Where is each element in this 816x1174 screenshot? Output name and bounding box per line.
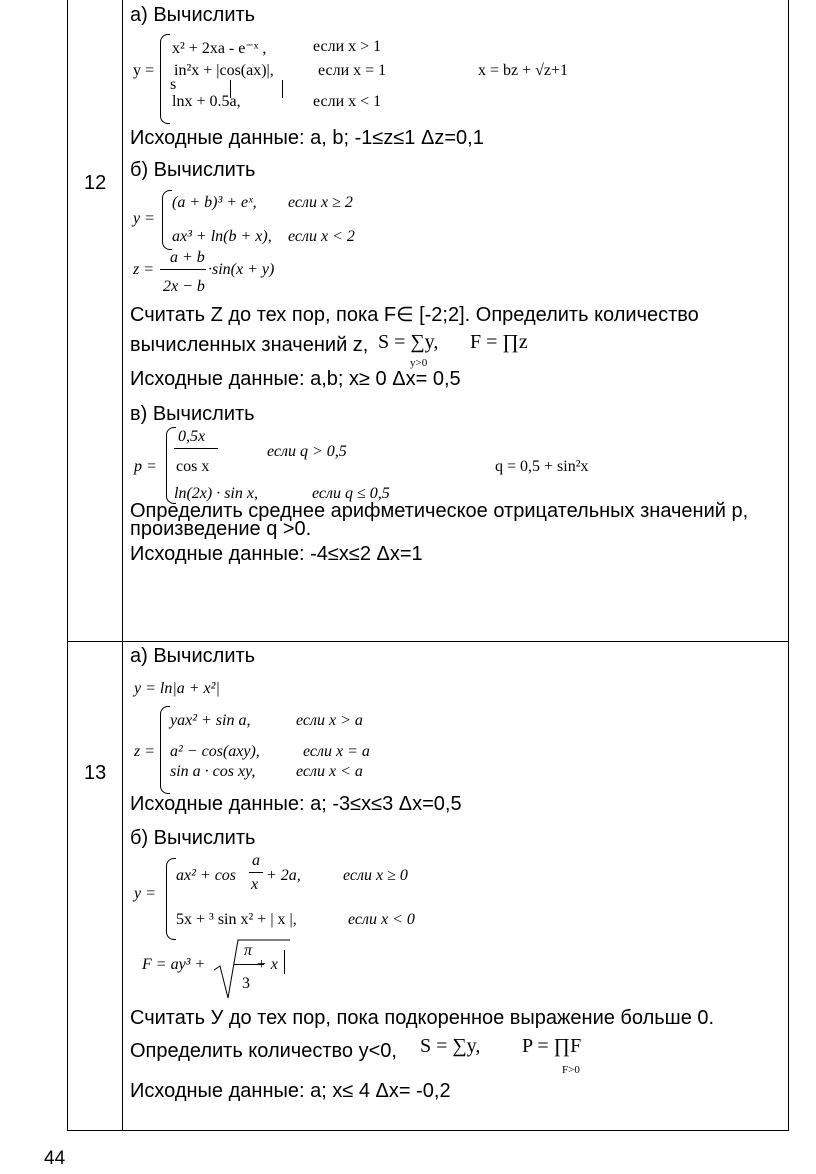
task-12b-case1-expr: (a + b)³ + eˣ, [172, 194, 257, 211]
task-12b-brace [162, 190, 172, 250]
task-13b-case1-expr-b: + 2a, [266, 867, 301, 884]
task-13b-title: б) Вычислить [130, 827, 256, 849]
task-12b-case1-cond: если x ≥ 2 [288, 194, 353, 211]
task-13b-text1: Считать У до тех пор, пока подкоренное выражение больше 0. [130, 1007, 715, 1029]
task-12a-case3-expr: lnx + 0.5a, [172, 93, 241, 110]
task-13b-case1-fracline [249, 872, 263, 873]
task-12c-fracline [174, 448, 218, 449]
task-13b-sum: S = ∑y, [420, 1035, 481, 1057]
task-12a-title: а) Вычислить [130, 4, 256, 26]
task-12b-sum: S = ∑y, [378, 331, 439, 353]
task-12a-input: Исходные данные: a, b; -1≤z≤1 Δz=0,1 [130, 127, 484, 149]
task-12a-case1-cond: если x > 1 [313, 38, 382, 55]
task-12c-p-label: p = [134, 458, 157, 475]
task-12b-text1: Считать Z до тех пор, пока F∈ [-2;2]. Определить количество [130, 304, 699, 326]
task-12a-case2-cond: если x = 1 [318, 62, 387, 79]
task-12b-sum-sub: y>0 [410, 357, 428, 369]
task-13b-case1-cond: если x ≥ 0 [343, 867, 408, 884]
task-12a-y-label: y = [133, 62, 155, 79]
task-12c-text2: произведение q >0. [130, 518, 312, 540]
row-divider [67, 641, 788, 642]
task-13b-case1-frac-den: x [251, 876, 259, 893]
task-number-12: 12 [84, 172, 107, 194]
task-12b-input: Исходные данные: a,b; x≥ 0 Δx= 0,5 [130, 368, 461, 390]
task-13b-case1-expr-a: ax² + cos [176, 867, 237, 884]
task-13a-y-formula: y = ln|a + x²| [134, 680, 220, 697]
task-12b-case2-expr: ax³ + ln(b + x), [172, 228, 272, 245]
task-13b-case1-frac-num: a [252, 852, 260, 869]
task-12a-abs-bar-right [282, 80, 283, 98]
task-13b-F-tail: + x [256, 956, 278, 973]
column-divider [122, 0, 123, 1130]
task-12c-case1-cond: если q > 0,5 [267, 443, 347, 460]
task-13a-case3-cond: если x < a [296, 763, 363, 780]
task-12b-z-label: z = [133, 261, 155, 278]
task-13b-case2-cond: если x < 0 [348, 911, 415, 928]
task-13a-case2-expr: a² − cos(axy), [170, 743, 260, 760]
page-number: 44 [44, 1148, 66, 1169]
task-13a-z-label: z = [134, 743, 156, 760]
task-13b-input: Исходные данные: a; x≤ 4 Δx= -0,2 [130, 1080, 451, 1102]
task-13a-brace [160, 706, 170, 794]
task-13a-case1-cond: если x > a [296, 712, 363, 729]
task-12a-x-formula: x = bz + √z+1 [478, 62, 569, 79]
task-13b-paren-right [284, 950, 285, 974]
task-13b-prod: P = ∏F [522, 1035, 582, 1057]
task-13a-case1-expr: yax² + sin a, [170, 712, 251, 729]
task-12a-case2-s: s [170, 76, 177, 93]
task-13a-case3-expr: sin a · cos xy, [170, 763, 256, 780]
task-13b-F-num: π [244, 942, 253, 959]
task-12b-case2-cond: если x < 2 [288, 228, 355, 245]
task-12c-case2-expr: ln(2x) · sin x, [174, 485, 258, 502]
task-12a-case1-expr: x² + 2xa - e⁻ˣ , [172, 40, 267, 57]
task-13b-case2-expr: 5x + ³ sin x² + | x |, [176, 911, 297, 928]
task-12a-brace [160, 34, 170, 124]
task-12a-case3-cond: если x < 1 [313, 93, 382, 110]
task-12c-q-formula: q = 0,5 + sin²x [495, 458, 589, 475]
task-12b-text2: вычисленных значений z, [130, 334, 369, 356]
task-13b-prod-sub: F>0 [562, 1064, 580, 1076]
task-12c-input: Исходные данные: -4≤x≤2 Δx=1 [130, 543, 423, 565]
task-12b-title: б) Вычислить [130, 159, 256, 181]
task-13b-text2: Определить количество y<0, [130, 1040, 397, 1062]
task-12c-case2-cond: если q ≤ 0,5 [312, 485, 390, 502]
task-13a-case2-cond: если x = a [303, 743, 370, 760]
task-12c-case1-den: cos x [176, 458, 210, 475]
task-13b-brace [166, 858, 176, 940]
task-12c-case1-num: 0,5x [178, 428, 206, 445]
task-number-13: 13 [84, 762, 107, 784]
task-13b-F-den: 3 [242, 975, 250, 992]
task-12b-prod: F = ∏z [470, 331, 528, 353]
task-12b-z-fracline [160, 269, 206, 270]
task-12b-z-den: 2x − b [163, 278, 205, 295]
task-12a-case2-expr: in²x + |cos(ax)|, [174, 62, 274, 79]
task-12b-z-tail: ·sin(x + y) [208, 261, 275, 278]
task-13a-input: Исходные данные: a; -3≤x≤3 Δx=0,5 [130, 793, 462, 815]
task-12b-y-label: y = [133, 210, 155, 227]
task-13b-F-formula: F = ay³ + [142, 956, 206, 973]
task-12b-z-num: a + b [170, 249, 205, 266]
task-13b-y-label: y = [134, 885, 156, 902]
task-12c-title: в) Вычислить [130, 403, 255, 425]
task-12c-text1: Определить среднее арифметическое отрицательных значений р, [130, 500, 749, 522]
task-13a-title: а) Вычислить [130, 645, 256, 667]
